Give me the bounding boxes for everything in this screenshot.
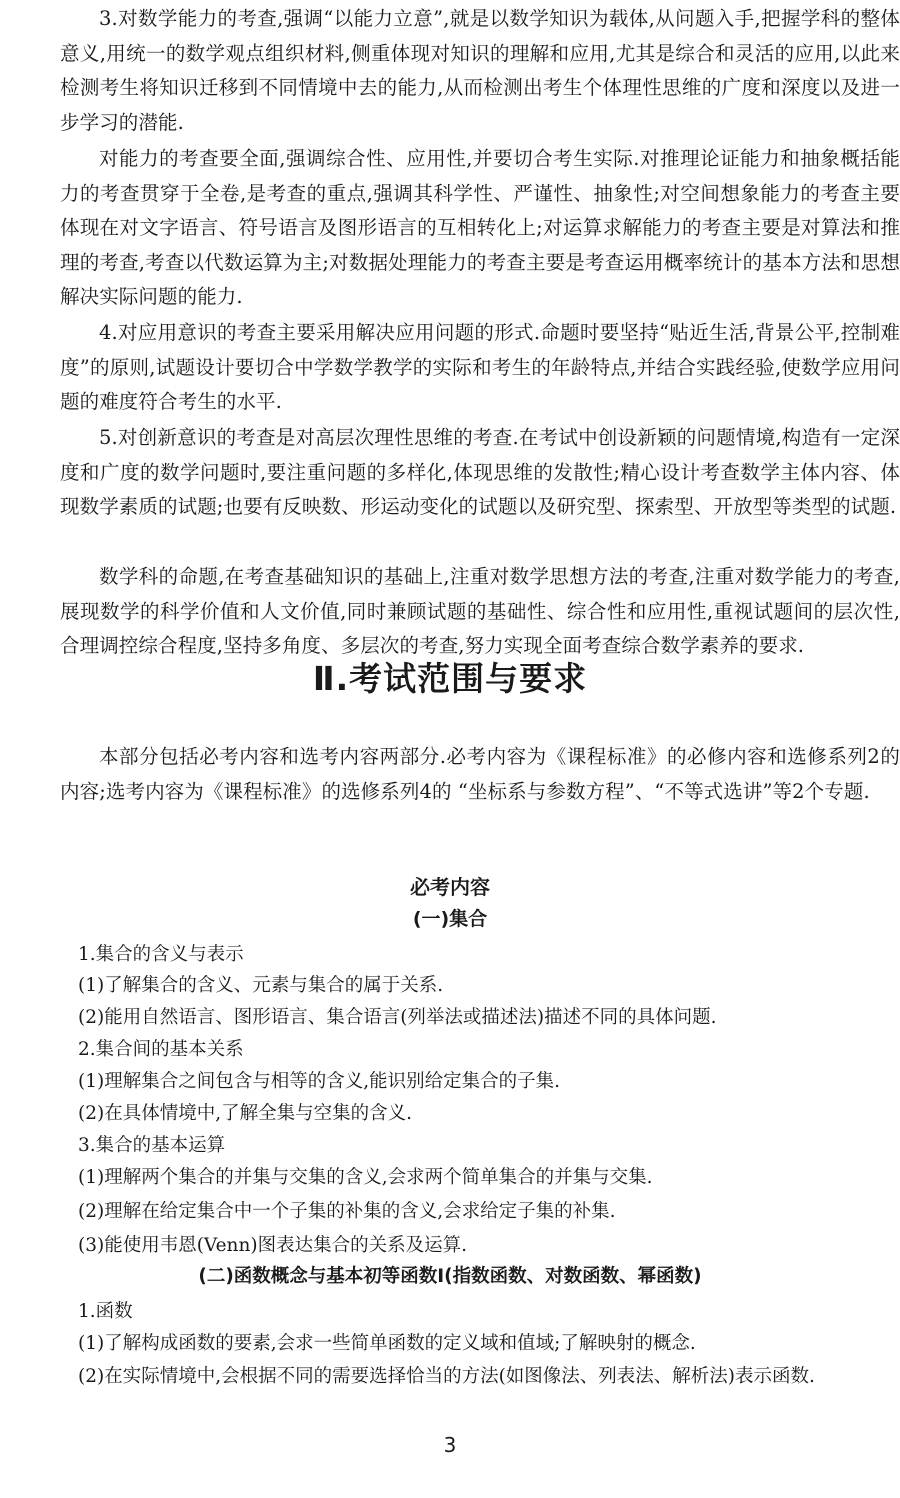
list-item: (1)了解构成函数的要素,会求一些简单函数的定义域和值域;了解映射的概念. [78, 1333, 696, 1354]
list-item: (1)理解两个集合的并集与交集的含义,会求两个简单集合的并集与交集. [78, 1167, 653, 1188]
list-item: 3.集合的基本运算 [78, 1135, 226, 1156]
sets-heading: (一)集合 [412, 908, 488, 930]
required-content-heading: 必考内容 [410, 875, 490, 899]
list-item: (2)在具体情境中,了解全集与空集的含义. [78, 1103, 412, 1124]
list-item: 2.集合间的基本关系 [78, 1039, 244, 1060]
paragraph-ability-assessment: 对能力的考查要全面,强调综合性、应用性,并要切合考生实际.对推理论证能力和抽象概括能力的考查贯穿于全卷,是考查的重点,强调其科学性、严谨性、抽象性;对空间想象能力的考查主要体现在对文字语言、符号语言及图形语言的互相转化上;对运算求解能力的考查主要是对算法和推理的考查,考查以代数运算为主;对数据处理能力的考查主要是考查运用概率统计的基本方法和思想解决实际问题的能力. [60, 147, 900, 308]
list-item: (3)能使用韦恩(Venn)图表达集合的关系及运算. [78, 1235, 467, 1256]
list-item: 1.集合的含义与表示 [78, 944, 244, 965]
paragraph-innovation-awareness: 5.对创新意识的考查是对高层次理性思维的考查.在考试中创设新颖的问题情境,构造有一定深度和广度的数学问题时,要注重问题的多样化,体现思维的发散性;精心设计考查数学主体内容、体现数学素质的试题;也要有反映数、形运动变化的试题以及研究型、探索型、开放型等类型的试题. [60, 426, 900, 518]
paragraph-exam-design: 数学科的命题,在考查基础知识的基础上,注重对数学思想方法的考查,注重对数学能力的考查,展现数学的科学价值和人文价值,同时兼顾试题的基础性、综合性和应用性,重视试题间的层次性,合理调控综合程度,坚持多角度、多层次的考查,努力实现全面考查综合数学素养的要求. [60, 565, 900, 657]
list-item: (1)理解集合之间包含与相等的含义,能识别给定集合的子集. [78, 1071, 560, 1092]
page-number: 3 [443, 1433, 457, 1457]
list-item: (1)了解集合的含义、元素与集合的属于关系. [78, 975, 444, 996]
paragraph-scope-intro: 本部分包括必考内容和选考内容两部分.必考内容为《课程标准》的必修内容和选修系列2的内容;选考内容为《课程标准》的选修系列4的 “坐标系与参数方程”、“不等式选讲”等2个专题. [60, 745, 900, 803]
section-title: Ⅱ.考试范围与要求 [312, 659, 588, 698]
list-item: (2)理解在给定集合中一个子集的补集的含义,会求给定子集的补集. [78, 1201, 616, 1222]
paragraph-math-ability: 3.对数学能力的考查,强调“以能力立意”,就是以数学知识为载体,从问题入手,把握学科的整体意义,用统一的数学观点组织材料,侧重体现对知识的理解和应用,尤其是综合和灵活的应用,以此来检测考生将知识迁移到不同情境中去的能力,从而检测出考生个体理性思维的广度和深度以及进一步学习的潜能. [60, 7, 900, 134]
list-item: 1.函数 [78, 1301, 133, 1322]
functions-heading: (二)函数概念与基本初等函数Ⅰ(指数函数、对数函数、幂函数) [198, 1266, 702, 1287]
list-item: (2)能用自然语言、图形语言、集合语言(列举法或描述法)描述不同的具体问题. [78, 1007, 717, 1028]
list-item: (2)在实际情境中,会根据不同的需要选择恰当的方法(如图像法、列表法、解析法)表示函数. [78, 1366, 815, 1387]
paragraph-application-awareness: 4.对应用意识的考查主要采用解决应用问题的形式.命题时要坚持“贴近生活,背景公平,控制难度”的原则,试题设计要切合中学数学教学的实际和考生的年龄特点,并结合实践经验,使数学应用问题的难度符合考生的水平. [60, 321, 900, 413]
